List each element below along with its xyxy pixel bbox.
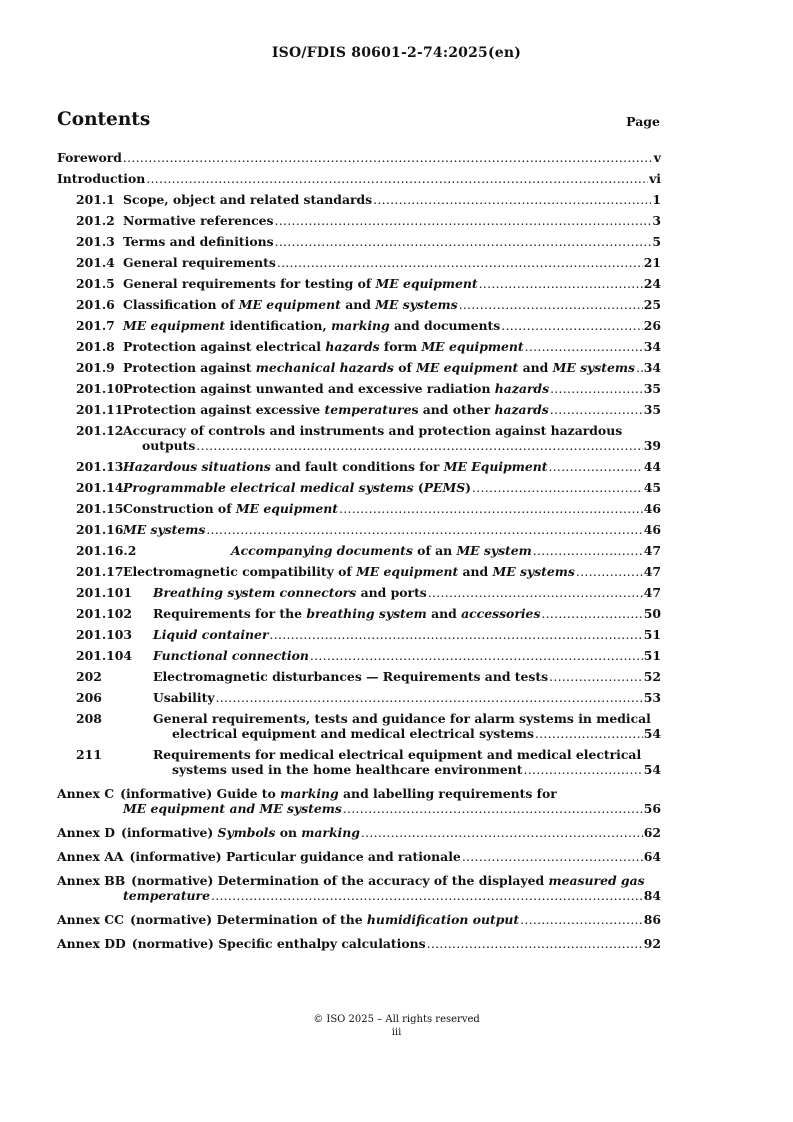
toc-entry-text-continued: outputs: [142, 438, 196, 453]
toc-entry-page: 56: [643, 801, 661, 816]
toc-entry-page: 5: [652, 234, 661, 249]
toc-entry-text: Accompanying documents of an ME system: [231, 543, 532, 558]
toc-entry-annex-c[interactable]: [57, 786, 661, 816]
toc-entry-number: 211: [76, 747, 102, 762]
toc-entry-annex-d[interactable]: [57, 825, 661, 840]
toc-entry-number: 201.8: [76, 339, 115, 354]
toc-entry-201-16[interactable]: [57, 522, 661, 537]
dot-leader: [549, 669, 643, 684]
page-column-label: Page: [626, 114, 660, 129]
toc-entry-number: Annex D: [57, 825, 115, 840]
table-of-contents: [57, 150, 661, 957]
dot-leader: [550, 381, 643, 396]
toc-entry-text: Construction of ME equipment: [123, 501, 338, 516]
toc-entry-number: 201.7: [76, 318, 115, 333]
toc-entry-page: 3: [652, 213, 661, 228]
toc-entry-201-13[interactable]: [57, 459, 661, 474]
toc-entry-text: Introduction: [57, 171, 146, 186]
toc-entry-number: Annex DD: [57, 936, 126, 951]
dot-leader: [196, 438, 642, 453]
toc-entry-number: 201.9: [76, 360, 115, 375]
toc-entry-text: Classification of ME equipment and ME systems: [123, 297, 458, 312]
toc-entry-number: 201.1: [76, 192, 115, 207]
dot-leader: [206, 522, 642, 537]
dot-leader: [373, 192, 651, 207]
dot-leader: [524, 762, 643, 777]
toc-entry-text: Hazardous situations and fault conditions for ME Equipment: [123, 459, 548, 474]
toc-entry-number: 201.6: [76, 297, 115, 312]
toc-entry-201-12[interactable]: [57, 423, 661, 453]
toc-entry-page: 51: [643, 627, 661, 642]
toc-entry-text: General requirements for testing of ME equipment: [123, 276, 478, 291]
toc-entry-page: 47: [643, 585, 661, 600]
toc-entry-201-9[interactable]: [57, 360, 661, 375]
toc-entry-number: 201.10: [76, 381, 124, 396]
dot-leader: [479, 276, 643, 291]
toc-entry-201-4[interactable]: [57, 255, 661, 270]
toc-entry-number: 201.14: [76, 480, 124, 495]
dot-leader: [576, 564, 643, 579]
toc-entry-page: 54: [643, 762, 661, 777]
dot-leader: [548, 459, 642, 474]
toc-entry-page: 34: [643, 339, 661, 354]
dot-leader: [146, 171, 648, 186]
toc-entry-201-3[interactable]: [57, 234, 661, 249]
toc-entry-text: Programmable electrical medical systems (PEMS): [123, 480, 472, 495]
toc-entry-number: Annex AA: [57, 849, 124, 864]
dot-leader: [339, 501, 643, 516]
toc-entry-page: 53: [643, 690, 661, 705]
page-footer: [0, 1013, 793, 1039]
toc-entry-201-2[interactable]: [57, 213, 661, 228]
toc-entry-201-103[interactable]: [57, 627, 661, 642]
copyright-notice: © ISO 2025 – All rights reserved: [313, 1014, 480, 1025]
toc-entry-text: Functional connection: [153, 648, 309, 663]
toc-entry-208[interactable]: [57, 711, 661, 741]
dot-leader: [361, 825, 643, 840]
toc-entry-text: Scope, object and related standards: [123, 192, 373, 207]
toc-entry-page: 64: [643, 849, 661, 864]
toc-entry-text: Protection against electrical hazards form ME equipment: [123, 339, 524, 354]
toc-entry-text: Liquid container: [153, 627, 269, 642]
toc-entry-introduction[interactable]: [57, 171, 661, 186]
toc-entry-page: 50: [643, 606, 661, 621]
toc-entry-201-17[interactable]: [57, 564, 661, 579]
toc-entry-number: 201.17: [76, 564, 124, 579]
toc-entry-text: Electromagnetic disturbances — Requirements and tests: [153, 669, 549, 684]
dot-leader: [277, 255, 643, 270]
dot-leader: [520, 912, 643, 927]
toc-entry-number: 201.16.2: [76, 543, 137, 558]
dot-leader: [275, 213, 652, 228]
toc-entry-annex-dd[interactable]: [57, 936, 661, 951]
toc-entry-page: 47: [643, 543, 661, 558]
toc-entry-foreword[interactable]: [57, 150, 661, 165]
toc-entry-text: Terms and definitions: [123, 234, 274, 249]
toc-entry-text-continued: electrical equipment and medical electrical systems: [172, 726, 534, 741]
toc-entry-text: General requirements: [123, 255, 276, 270]
toc-entry-text: Protection against mechanical hazards of ME equipment and ME systems: [123, 360, 635, 375]
toc-entry-number: 208: [76, 711, 102, 726]
toc-entry-206[interactable]: [57, 690, 661, 705]
toc-entry-page: 1: [652, 192, 661, 207]
toc-entry-201-14[interactable]: [57, 480, 661, 495]
toc-entry-text: Accuracy of controls and instruments and protection against hazardous: [123, 423, 623, 438]
toc-entry-page: 35: [643, 381, 661, 396]
toc-entry-text: Usability: [153, 690, 215, 705]
dot-leader: [501, 318, 643, 333]
dot-leader: [310, 648, 643, 663]
toc-entry-text: Electromagnetic compatibility of ME equipment and ME systems: [123, 564, 575, 579]
dot-leader: [533, 543, 643, 558]
toc-entry-number: 202: [76, 669, 102, 684]
toc-entry-number: Annex CC: [57, 912, 124, 927]
toc-entry-201-104[interactable]: [57, 648, 661, 663]
page-number: iii: [391, 1027, 402, 1038]
toc-entry-201-10[interactable]: [57, 381, 661, 396]
toc-entry-number: 201.3: [76, 234, 115, 249]
toc-entry-page: 52: [643, 669, 661, 684]
toc-entry-201-16-2[interactable]: [57, 543, 661, 558]
toc-entry-text: Breathing system connectors and ports: [153, 585, 427, 600]
toc-entry-page: 25: [643, 297, 661, 312]
dot-leader: [211, 888, 643, 903]
toc-entry-number: 201.4: [76, 255, 115, 270]
toc-entry-annex-bb[interactable]: [57, 873, 661, 903]
toc-entry-text-continued: ME equipment and ME systems: [123, 801, 342, 816]
toc-entry-number: 201.101: [76, 585, 133, 600]
toc-entry-page: 45: [643, 480, 661, 495]
toc-entry-page: 54: [643, 726, 661, 741]
toc-entry-text: (informative) Particular guidance and rationale: [129, 849, 461, 864]
dot-leader: [275, 234, 652, 249]
dot-leader: [535, 726, 643, 741]
toc-entry-text: Requirements for the breathing system and accessories: [153, 606, 541, 621]
toc-entry-number: 201.16: [76, 522, 124, 537]
toc-entry-number: Annex C: [57, 786, 115, 801]
toc-entry-number: Annex BB: [57, 873, 126, 888]
dot-leader: [541, 606, 642, 621]
toc-entry-page: 34: [643, 360, 661, 375]
dot-leader: [427, 936, 643, 951]
toc-entry-number: 201.13: [76, 459, 124, 474]
toc-entry-number: 201.102: [76, 606, 133, 621]
toc-entry-201-8[interactable]: [57, 339, 661, 354]
toc-entry-number: 206: [76, 690, 102, 705]
toc-entry-text: Requirements for medical electrical equipment and medical electrical: [153, 747, 642, 762]
dot-leader: [123, 150, 653, 165]
toc-entry-number: 201.2: [76, 213, 115, 228]
toc-entry-page: 39: [643, 438, 661, 453]
dot-leader: [550, 402, 643, 417]
toc-entry-202[interactable]: [57, 669, 661, 684]
toc-entry-page: 46: [643, 501, 661, 516]
toc-entry-page: 24: [643, 276, 661, 291]
toc-entry-number: 201.5: [76, 276, 115, 291]
dot-leader: [525, 339, 643, 354]
toc-entry-number: 201.15: [76, 501, 124, 516]
toc-entry-text-continued: systems used in the home healthcare environment: [172, 762, 523, 777]
toc-entry-text: ME systems: [123, 522, 206, 537]
toc-entry-text: General requirements, tests and guidance for alarm systems in medical: [153, 711, 651, 726]
toc-entry-page: 62: [643, 825, 661, 840]
toc-entry-text: Protection against excessive temperatures and other hazards: [123, 402, 549, 417]
toc-entry-text: Protection against unwanted and excessive radiation hazards: [123, 381, 550, 396]
toc-entry-201-7[interactable]: [57, 318, 661, 333]
toc-entry-number: 201.103: [76, 627, 133, 642]
toc-entry-number: 201.12: [76, 423, 124, 438]
toc-entry-text: (normative) Specific enthalpy calculations: [131, 936, 426, 951]
dot-leader: [269, 627, 642, 642]
dot-leader: [636, 360, 643, 375]
dot-leader: [343, 801, 643, 816]
toc-entry-page: 47: [643, 564, 661, 579]
toc-entry-text: Normative references: [123, 213, 274, 228]
toc-entry-text: (informative) Guide to marking and labelling requirements for: [120, 786, 557, 801]
toc-entry-page: 86: [643, 912, 661, 927]
toc-entry-text: (informative) Symbols on marking: [120, 825, 360, 840]
toc-entry-text-continued: temperature: [123, 888, 210, 903]
toc-entry-201-15[interactable]: [57, 501, 661, 516]
toc-entry-201-102[interactable]: [57, 606, 661, 621]
document-id-header: ISO/FDIS 80601-2-74:2025(en): [271, 45, 522, 61]
toc-entry-annex-cc[interactable]: [57, 912, 661, 927]
toc-entry-201-6[interactable]: [57, 297, 661, 312]
toc-entry-page: 46: [643, 522, 661, 537]
toc-entry-text: (normative) Determination of the accuracy of the displayed measured gas: [131, 873, 645, 888]
dot-leader: [216, 690, 643, 705]
toc-entry-text: Foreword: [57, 150, 122, 165]
dot-leader: [472, 480, 643, 495]
toc-entry-page: v: [653, 150, 661, 165]
toc-entry-page: 51: [643, 648, 661, 663]
toc-entry-page: 44: [643, 459, 661, 474]
toc-entry-page: 84: [643, 888, 661, 903]
dot-leader: [459, 297, 643, 312]
toc-entry-211[interactable]: [57, 747, 661, 777]
toc-entry-text: (normative) Determination of the humidification output: [129, 912, 520, 927]
toc-entry-number: 201.104: [76, 648, 133, 663]
toc-entry-page: 26: [643, 318, 661, 333]
contents-title: Contents: [57, 109, 151, 130]
toc-entry-text: ME equipment identification, marking and documents: [123, 318, 501, 333]
dot-leader: [428, 585, 643, 600]
toc-entry-201-11[interactable]: [57, 402, 661, 417]
toc-entry-page: 35: [643, 402, 661, 417]
toc-entry-page: 21: [643, 255, 661, 270]
toc-entry-201-1[interactable]: [57, 192, 661, 207]
toc-entry-number: 201.11: [76, 402, 124, 417]
toc-entry-201-101[interactable]: [57, 585, 661, 600]
toc-entry-page: 92: [643, 936, 661, 951]
dot-leader: [462, 849, 643, 864]
toc-entry-201-5[interactable]: [57, 276, 661, 291]
toc-entry-page: vi: [649, 171, 661, 186]
toc-entry-annex-aa[interactable]: [57, 849, 661, 864]
